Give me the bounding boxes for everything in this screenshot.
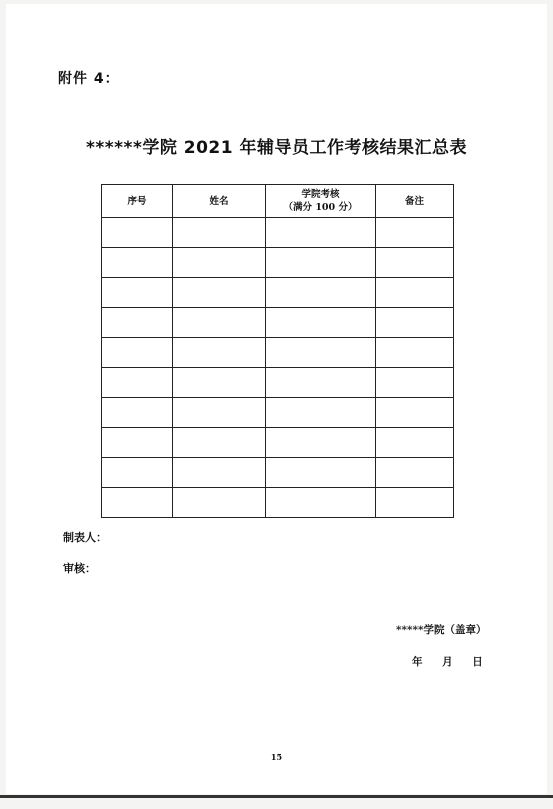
table-cell — [173, 458, 266, 488]
table-cell — [102, 248, 173, 278]
table-cell — [173, 218, 266, 248]
scan-edge — [0, 795, 553, 798]
table-row — [102, 278, 454, 308]
table-header-row — [102, 185, 454, 218]
table-cell — [376, 398, 454, 428]
column-header-score — [266, 185, 376, 218]
table-cell — [102, 488, 173, 518]
table-cell — [376, 458, 454, 488]
table-row — [102, 428, 454, 458]
table-cell — [173, 338, 266, 368]
column-header-score-label: 学院考核 — [301, 189, 340, 200]
table-cell — [376, 308, 454, 338]
table-cell — [102, 278, 173, 308]
table-cell — [173, 398, 266, 428]
table-cell — [376, 248, 454, 278]
column-header-score-note: （满分 100 分） — [283, 202, 358, 213]
column-header-remarks: 备注 — [376, 185, 454, 218]
table-cell — [376, 368, 454, 398]
table-cell — [376, 428, 454, 458]
table-row — [102, 308, 454, 338]
table-cell — [173, 428, 266, 458]
table-row — [102, 218, 454, 248]
table-row — [102, 368, 454, 398]
table-cell — [266, 218, 376, 248]
table-cell — [266, 368, 376, 398]
table-cell — [173, 368, 266, 398]
attachment-label: 附件 4： — [58, 71, 120, 87]
table-row — [102, 488, 454, 518]
table-cell — [173, 488, 266, 518]
table-cell — [266, 338, 376, 368]
table-cell — [102, 308, 173, 338]
table-cell — [376, 278, 454, 308]
table-cell — [173, 248, 266, 278]
date-line: 年 月 日 — [412, 656, 484, 668]
column-header-index: 序号 — [102, 185, 173, 218]
table-cell — [376, 338, 454, 368]
table-cell — [266, 458, 376, 488]
table-row — [102, 338, 454, 368]
table-cell — [266, 428, 376, 458]
table-cell — [376, 488, 454, 518]
table-cell — [266, 308, 376, 338]
table-cell — [102, 218, 173, 248]
table-cell — [266, 278, 376, 308]
table-body — [102, 218, 454, 518]
table-cell — [102, 398, 173, 428]
table-cell — [266, 488, 376, 518]
college-seal-text: *****学院（盖章） — [396, 624, 487, 636]
document-title: ******学院 2021 年辅导员工作考核结果汇总表 — [86, 138, 467, 158]
table-maker-label: 制表人： — [63, 531, 107, 544]
table-row — [102, 398, 454, 428]
table-cell — [266, 248, 376, 278]
table-cell — [102, 368, 173, 398]
summary-table — [101, 184, 454, 518]
table-cell — [173, 308, 266, 338]
column-header-name: 姓名 — [173, 185, 266, 218]
table-cell — [102, 458, 173, 488]
table-cell — [266, 398, 376, 428]
table-cell — [102, 338, 173, 368]
table-row — [102, 458, 454, 488]
table-cell — [376, 218, 454, 248]
reviewer-label: 审核： — [63, 562, 96, 575]
page-number: 15 — [270, 752, 283, 762]
table-cell — [102, 428, 173, 458]
table-cell — [173, 278, 266, 308]
table-row — [102, 248, 454, 278]
